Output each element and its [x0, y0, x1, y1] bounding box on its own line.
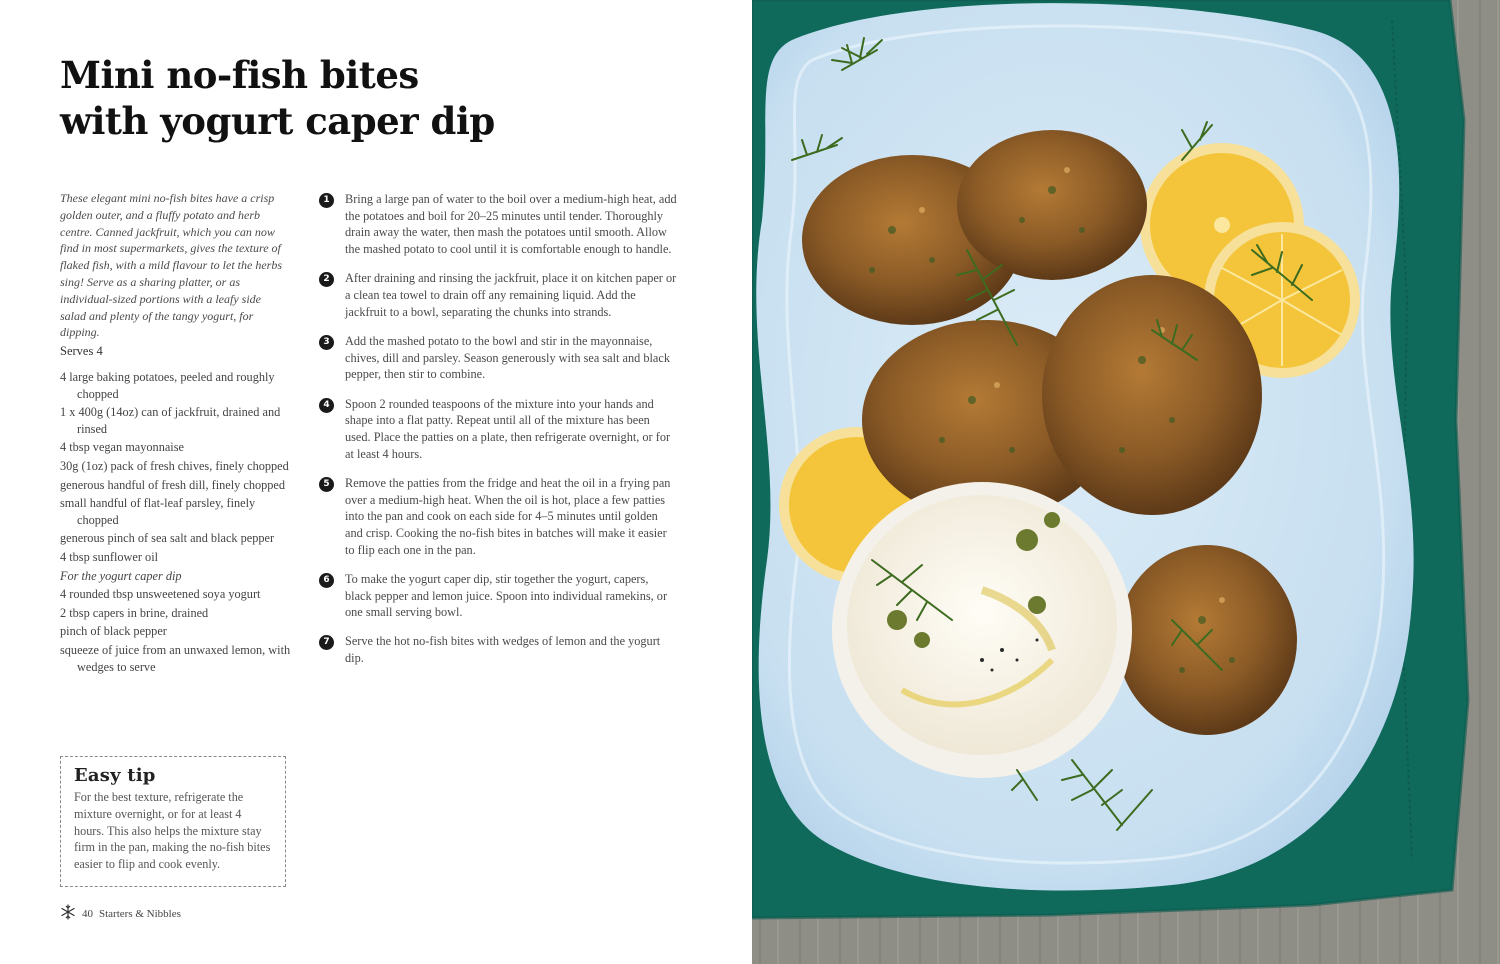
step-number: 5 [319, 477, 334, 492]
step-text: After draining and rinsing the jackfruit, place it on kitchen paper or a clean tea towel to drain off any remaining liquid. Add the jackfruit to a bowl, separating the chunks into strands. [345, 271, 677, 319]
recipe-title-line-1: Mini no-fish bites [60, 53, 419, 97]
step-text: Serve the hot no-fish bites with wedges of lemon and the yogurt dip. [345, 634, 661, 666]
method-steps [318, 191, 678, 679]
step-number: 7 [319, 635, 334, 650]
dip-ingredient-item: 2 tbsp capers in brine, drained [60, 605, 209, 620]
ingredient-list [60, 369, 292, 677]
step-number: 3 [319, 335, 334, 350]
dip-ingredient-item: pinch of black pepper [60, 624, 167, 639]
easy-tip-box [60, 756, 286, 887]
step-text: Bring a large pan of water to the boil over a medium-high heat, add the potatoes and boil for 20–25 minutes until tender. Thoroughly drain away the water, then mash the potatoes until smooth. Allow the mashed potato to cool until it is comfortable enough to handle. [345, 192, 677, 257]
dip-ingredient-item: 4 rounded tbsp unsweetened soya yogurt [60, 587, 261, 602]
ingredient-item: 30g (1oz) pack of fresh chives, finely chopped [60, 458, 289, 473]
step-number: 6 [319, 573, 334, 588]
food-photo [752, 0, 1500, 964]
fritter [1042, 275, 1262, 515]
yogurt-dip-bowl [832, 482, 1132, 778]
ingredient-item: generous pinch of sea salt and black pepper [60, 531, 275, 546]
method-step [318, 571, 678, 621]
step-number: 4 [319, 398, 334, 413]
step-text: Remove the patties from the fridge and heat the oil in a frying pan over a medium-high heat. When the oil is hot, place a few patties into the pan and cook on each side for 4–5 minutes until golden and crisp. Cooking the no-fish bites in batches will make it easier to flip each one in the pan. [345, 475, 671, 557]
method-step [318, 191, 678, 258]
section-name: Starters & Nibbles [99, 907, 181, 920]
ingredient-item: small handful of flat-leaf parsley, finely chopped [60, 496, 256, 527]
serves-label: Serves 4 [60, 344, 103, 358]
method-step [318, 396, 678, 463]
method-step [318, 475, 678, 559]
page-number: 40 [82, 907, 93, 920]
easy-tip-text: For the best texture, refrigerate the mixture overnight, or for at least 4 hours. This also helps the mixture stay firm in the pan, making the no-fish bites easier to flip and cook evenly. [74, 790, 271, 872]
ingredient-item: 4 large baking potatoes, peeled and roughly chopped [60, 370, 275, 401]
recipe-intro: These elegant mini no-fish bites have a crisp golden outer, and a fluffy potato and herb centre. Canned jackfruit, which you can now find in most supermarkets, gives the texture of flaked fish, with a mild flavour to let the herbs sing! Serve as a sharing platter, or as individual-sized portions with a leafy side salad and plenty of the tangy yogurt, for dipping. [60, 191, 282, 340]
fritter [957, 130, 1147, 280]
method-step [318, 270, 678, 320]
ingredient-item: generous handful of fresh dill, finely chopped [60, 477, 286, 492]
dip-ingredient-item: squeeze of juice from an unwaxed lemon, with wedges to serve [60, 642, 291, 674]
dip-ingredients-heading: For the yogurt caper dip [60, 568, 182, 583]
ingredient-item: 1 x 400g (14oz) can of jackfruit, drained and rinsed [60, 405, 281, 436]
method-step [318, 633, 678, 666]
recipe-title [60, 52, 660, 144]
recipe-title-line-2: with yogurt caper dip [60, 99, 495, 143]
step-text: Spoon 2 rounded teaspoons of the mixture into your hands and shape into a flat patty. Repeat until all of the mixture has been used. Place the patties on a plate, then refrigerate overnight, or for at least 4 hours. [345, 396, 671, 461]
easy-tip-title: Easy tip [74, 765, 156, 786]
ingredient-item: 4 tbsp vegan mayonnaise [60, 440, 184, 455]
method-step [318, 333, 678, 383]
step-text: To make the yogurt caper dip, stir together the yogurt, capers, black pepper and lemon juice. Spoon into individual ramekins, or one small serving bowl. [345, 571, 668, 620]
snowflake-icon [60, 904, 76, 923]
step-text: Add the mashed potato to the bowl and stir in the mayonnaise, chives, dill and parsley. Season generously with sea salt and black pepper, then stir to combine. [345, 333, 670, 382]
fritter [1117, 545, 1297, 735]
ingredient-item: 4 tbsp sunflower oil [60, 549, 159, 564]
step-number: 2 [319, 272, 334, 287]
page-footer [60, 904, 181, 923]
step-number: 1 [319, 193, 334, 208]
